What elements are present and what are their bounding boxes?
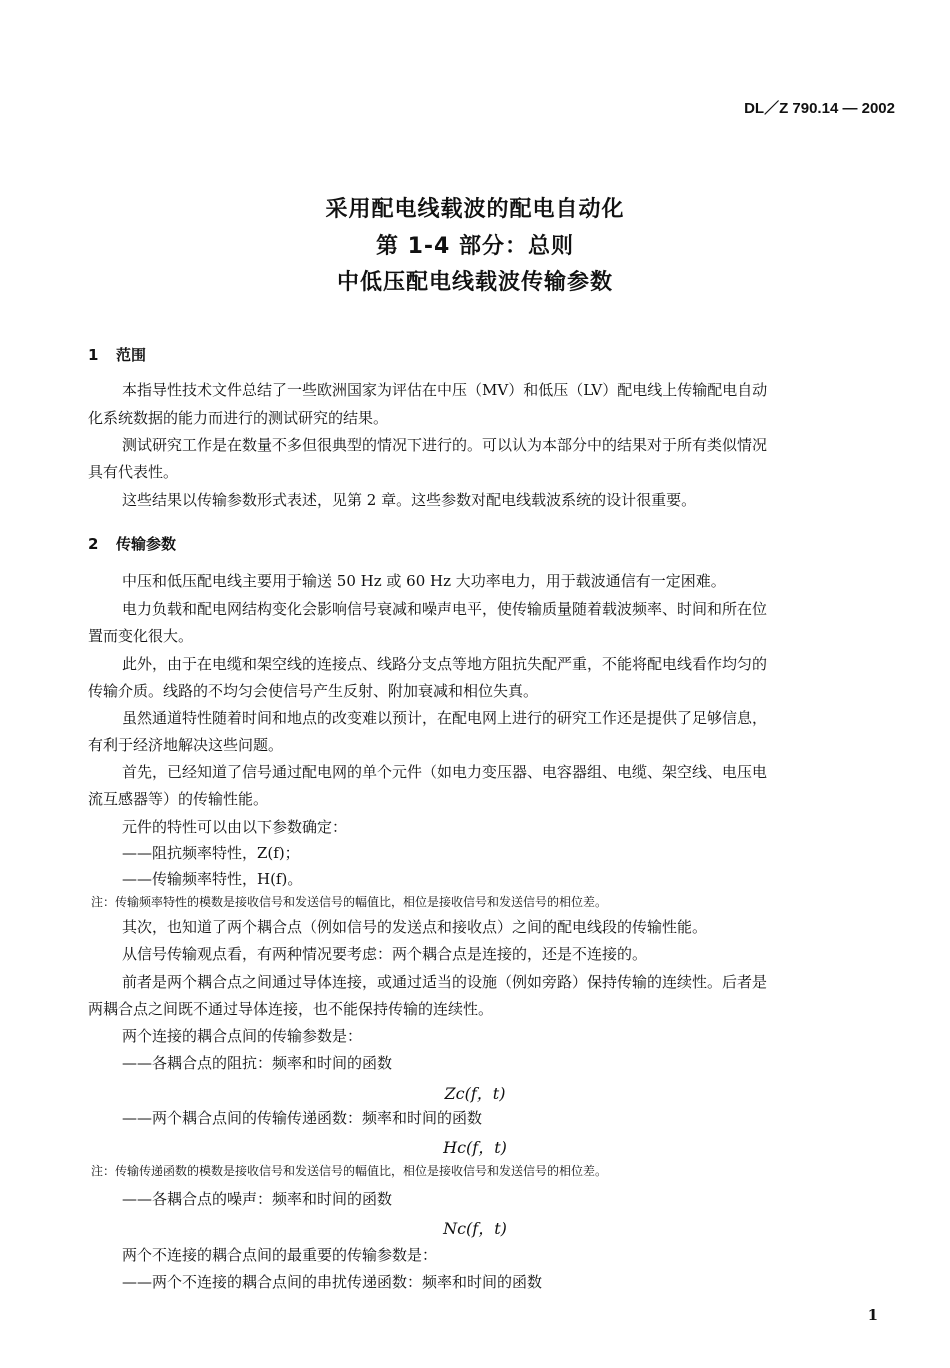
s2-paragraph-5-line-2: 流互感器等）的传输性能。 [88, 790, 269, 808]
s2-paragraph-10: 两个连接的耦合点间的传输参数是： [122, 1027, 363, 1045]
formula-zc: Zc(f，t) [444, 1084, 506, 1103]
dash-item-crosstalk: ——两个不连接的耦合点间的串扰传递函数：频率和时间的函数 [122, 1273, 543, 1291]
section-2-number: 2 [88, 535, 99, 553]
section-1-title: 范围 [116, 346, 147, 364]
s2-paragraph-2-line-1: 电力负载和配电网结构变化会影响信号衰减和噪声电平，使传输质量随着载波频率、时间和所在位 [122, 600, 768, 618]
dash-item-transfer-function: ——两个耦合点间的传输传递函数：频率和时间的函数 [122, 1109, 483, 1127]
note-1: 注：传输频率特性的模数是接收信号和发送信号的幅值比，相位是接收信号和发送信号的相位差。 [91, 895, 608, 909]
formula-hc: Hc(f，t) [443, 1138, 507, 1157]
section-2-heading [88, 533, 176, 554]
section-2-title: 传输参数 [116, 535, 177, 553]
s2-paragraph-2-line-2: 置而变化很大。 [88, 627, 194, 645]
dash-item-impedance: ——阻抗频率特性，Z(f)； [122, 844, 300, 862]
s1-paragraph-1-line-2: 化系统数据的能力而进行的测试研究的结果。 [88, 409, 389, 427]
standard-number: DL／Z 790.14 — 2002 [744, 100, 895, 117]
s1-paragraph-1-line-1: 本指导性技术文件总结了一些欧洲国家为评估在中压（MV）和低压（LV）配电线上传输配电自动 [122, 381, 768, 399]
note-2: 注：传输传递函数的模数是接收信号和发送信号的幅值比，相位是接收信号和发送信号的相位差。 [91, 1164, 608, 1178]
s2-paragraph-4-line-2: 有利于经济地解决这些问题。 [88, 736, 284, 754]
s2-paragraph-3-line-2: 传输介质。线路的不均匀会使信号产生反射、附加衰减和相位失真。 [88, 682, 539, 700]
dash-item-coupling-impedance: ——各耦合点的阻抗：频率和时间的函数 [122, 1054, 393, 1072]
s2-paragraph-1: 中压和低压配电线主要用于输送 50 Hz 或 60 Hz 大功率电力，用于载波通信有一定困难。 [122, 572, 726, 590]
s2-paragraph-8: 从信号传输观点看，有两种情况要考虑：两个耦合点是连接的，还是不连接的。 [122, 945, 648, 963]
s2-paragraph-3-line-1: 此外，由于在电缆和架空线的连接点、线路分支点等地方阻抗失配严重，不能将配电线看作均匀的 [122, 655, 768, 673]
s2-paragraph-9-line-1: 前者是两个耦合点之间通过导体连接，或通过适当的设施（例如旁路）保持传输的连续性。后者是 [122, 973, 768, 991]
s1-paragraph-2-line-2: 具有代表性。 [88, 463, 179, 481]
s1-paragraph-2-line-1: 测试研究工作是在数量不多但很典型的情况下进行的。可以认为本部分中的结果对于所有类似情况 [122, 436, 768, 454]
s1-paragraph-3: 这些结果以传输参数形式表述，见第 2 章。这些参数对配电线载波系统的设计很重要。 [122, 491, 697, 509]
s2-paragraph-9-line-2: 两耦合点之间既不通过导体连接，也不能保持传输的连续性。 [88, 1000, 494, 1018]
s2-paragraph-6: 元件的特性可以由以下参数确定： [122, 818, 348, 836]
s2-paragraph-5-line-1: 首先，已经知道了信号通过配电网的单个元件（如电力变压器、电容器组、电缆、架空线、电压电 [122, 763, 768, 781]
formula-nc: Nc(f，t) [443, 1219, 507, 1238]
dash-item-noise: ——各耦合点的噪声：频率和时间的函数 [122, 1190, 393, 1208]
s2-paragraph-7: 其次，也知道了两个耦合点（例如信号的发送点和接收点）之间的配电线段的传输性能。 [122, 918, 708, 936]
title-line-1: 采用配电线载波的配电自动化 [325, 197, 625, 222]
s2-paragraph-4-line-1: 虽然通道特性随着时间和地点的改变难以预计，在配电网上进行的研究工作还是提供了足够信息， [122, 709, 768, 727]
s2-paragraph-11: 两个不连接的耦合点间的最重要的传输参数是： [122, 1246, 438, 1264]
dash-item-transmission: ——传输频率特性，H(f)。 [122, 870, 303, 888]
title-line-2: 第 1-4 部分：总则 [375, 234, 575, 259]
page-number: 1 [867, 1306, 878, 1324]
section-1-number: 1 [88, 346, 99, 364]
title-line-3: 中低压配电线载波传输参数 [336, 270, 613, 295]
section-1-heading [88, 344, 146, 365]
